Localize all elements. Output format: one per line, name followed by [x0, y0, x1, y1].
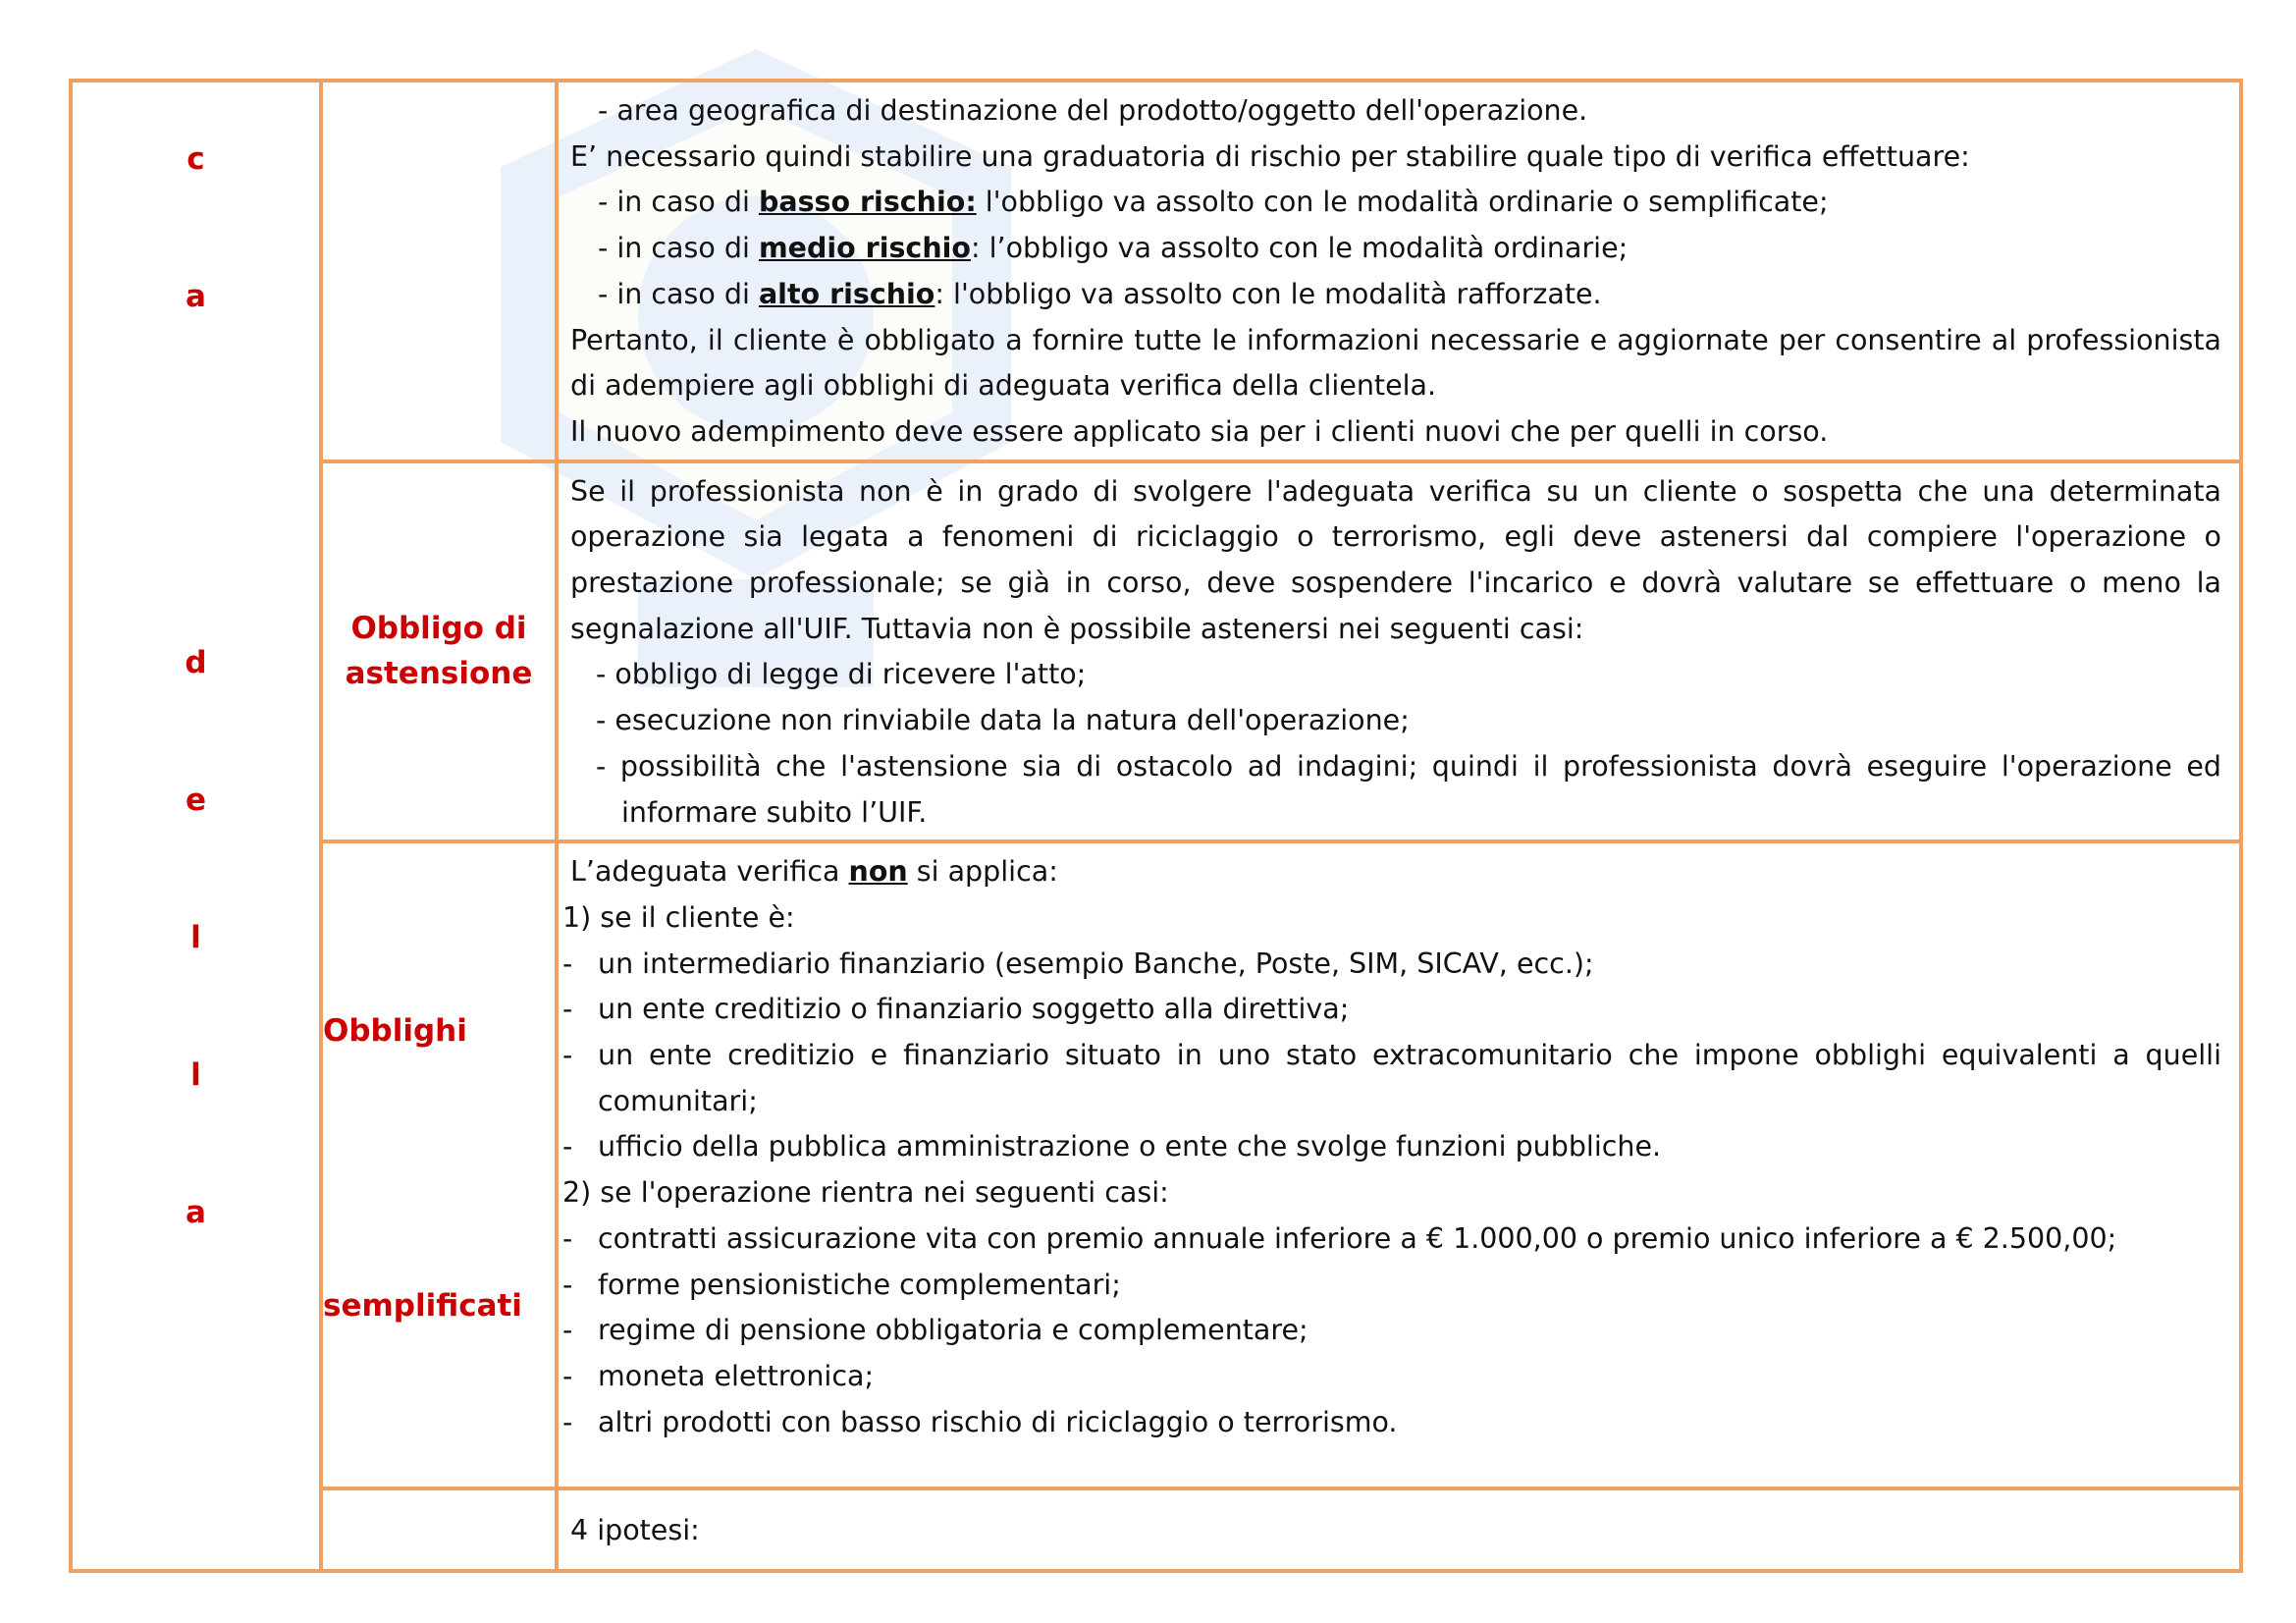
row-risk-levels [71, 81, 2241, 461]
hypotheses-text: 4 ipotesi: [570, 1514, 700, 1547]
simplified-label-cell [321, 841, 557, 1488]
abstention-label-line2: astensione [345, 656, 533, 692]
case1-item: - ufficio della pubblica amministrazione o ente che svolge funzioni pubbliche. [562, 1130, 1662, 1163]
simplified-label-top: Obblighi [323, 1013, 467, 1050]
row-simplified-obligations [71, 841, 2241, 1488]
abstention-paragraph: Se il professionista non è in grado di svolgere l'adeguata verifica su un cliente o sospetta che una determinata operazione sia legata a fenomeni di riciclaggio o terrorismo, egli deve astenersi dal compiere l'operazione o prestazione professionale; se già in corso, deve sospendere l'incarico e dovrà valutare se effettuare o meno la segnalazione all'UIF. Tuttavia non è possibile astenersi nei seguenti casi: [570, 474, 2221, 645]
client-obligation-paragraph: Pertanto, il cliente è obbligato a fornire tutte le informazioni necessarie e aggiornate per consentire al professionista di adempiere agli obblighi di adeguata verifica della clientela. [570, 323, 2221, 403]
abstention-label-cell [321, 461, 557, 842]
non-term: non [848, 855, 908, 889]
row-hypotheses [71, 1488, 2241, 1571]
case1-item: - un intermediario finanziario (esempio Banche, Poste, SIM, SICAV, ecc.); [562, 947, 1594, 980]
side-letter-a2: a [186, 1195, 206, 1230]
side-letter-l1: l [190, 920, 201, 955]
high-risk-item: - in caso di alto rischio: l'obbligo va assolto con le modalità rafforzate. [598, 277, 1602, 310]
case1-item: - un ente creditizio e finanziario situato in uno stato extracomunitario che impone obblighi equivalenti a quelli comunitari; [562, 1039, 2221, 1117]
case2-item: - contratti assicurazione vita con premio annuale inferiore a € 1.000,00 o premio unico inferiore a € 2.500,00; [562, 1221, 2117, 1255]
side-letter-a: a [186, 279, 206, 314]
simplified-label-bottom: semplificati [323, 1288, 522, 1325]
high-risk-term: alto rischio [758, 277, 935, 310]
hypotheses-content-cell [557, 1488, 2241, 1571]
content-table [69, 79, 2243, 1573]
medium-risk-term: medio rischio [758, 232, 971, 265]
medium-risk-item: - in caso di medio rischio: l’obbligo va assolto con le modalità ordinarie; [598, 232, 1629, 265]
case1-heading: 1) se il cliente è: [562, 900, 795, 934]
simplified-intro: L’adeguata verifica non si applica: [570, 855, 1058, 889]
case2-item: - regime di pensione obbligatoria e complementare; [562, 1314, 1308, 1347]
hypotheses-label-cell [321, 1488, 557, 1571]
side-letter-d: d [185, 645, 207, 680]
case2-heading: 2) se l'operazione rientra nei seguenti casi: [562, 1176, 1169, 1210]
side-heading-cell [71, 81, 321, 1571]
abstention-label-line1: Obbligo di [350, 611, 527, 647]
abstention-item: - obbligo di legge di ricevere l'atto; [596, 658, 1087, 691]
row-abstention [71, 461, 2241, 842]
case2-item: - altri prodotti con basso rischio di riciclaggio o terrorismo. [562, 1405, 1398, 1438]
risk-label-cell [321, 81, 557, 461]
side-letter-c: c [187, 141, 205, 177]
new-requirement-paragraph: Il nuovo adempimento deve essere applicato sia per i clienti nuovi che per quelli in corso. [570, 414, 1829, 448]
case2-item: - forme pensionistiche complementari; [562, 1268, 1121, 1301]
case2-item: - moneta elettronica; [562, 1359, 875, 1392]
side-letter-l2: l [190, 1057, 201, 1093]
low-risk-item: - in caso di basso rischio: l'obbligo va assolto con le modalità ordinarie o semplificate; [598, 186, 1829, 219]
case1-item: - un ente creditizio o finanziario soggetto alla direttiva; [562, 993, 1350, 1026]
risk-content-cell [557, 81, 2241, 461]
risk-ranking-paragraph: E’ necessario quindi stabilire una graduatoria di rischio per stabilire quale tipo di verifica effettuare: [570, 139, 1970, 173]
abstention-item: - possibilità che l'astensione sia di ostacolo ad indagini; quindi il professionista dovrà eseguire l'operazione ed informare subito l’UIF. [596, 749, 2221, 829]
geo-area-item: - area geografica di destinazione del prodotto/oggetto dell'operazione. [598, 94, 1588, 127]
low-risk-term: basso rischio: [758, 186, 977, 219]
abstention-content-cell [557, 461, 2241, 842]
simplified-content-cell [557, 841, 2241, 1488]
side-letter-e: e [185, 783, 207, 818]
abstention-item: - esecuzione non rinviabile data la natura dell'operazione; [596, 704, 1410, 737]
